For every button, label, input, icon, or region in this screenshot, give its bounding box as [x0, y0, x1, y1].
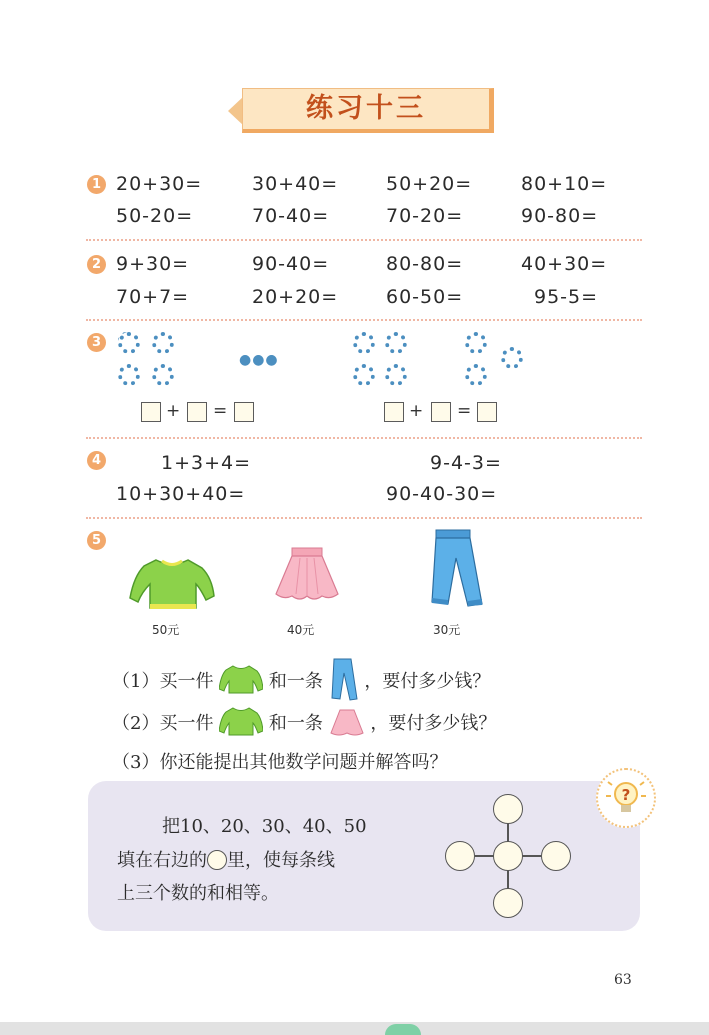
answer-box[interactable]: [477, 402, 497, 422]
question-text: 和一条: [268, 671, 323, 692]
answer-box[interactable]: [431, 402, 451, 422]
exercise-number-2: 2: [87, 255, 106, 274]
bead-ring-icon: [501, 347, 523, 369]
equation: 90-80=: [521, 205, 599, 227]
title-banner: [228, 88, 490, 134]
skirt-icon: [272, 546, 342, 602]
equation: 95-5=: [534, 286, 599, 308]
diagram-circle-left[interactable]: [445, 841, 475, 871]
price-label: 40元: [287, 623, 315, 637]
equation: 40+30=: [521, 253, 608, 275]
question-text: （1）买一件: [112, 671, 214, 692]
question-3: （3）你还能提出其他数学问题并解答吗？: [112, 752, 448, 773]
equation: 80-80=: [386, 253, 464, 275]
pants-icon: [329, 657, 359, 703]
ellipsis-beads: ●●●: [239, 352, 279, 368]
equals-sign: =: [213, 401, 228, 421]
equation: 30+40=: [252, 173, 339, 195]
bead-ring-icon: [152, 364, 174, 386]
price-label: 50元: [152, 623, 180, 637]
page-number: 63: [614, 972, 632, 988]
plus-sign: +: [409, 401, 424, 421]
bottom-toolbar-strip: [0, 1022, 709, 1035]
bead-ring-icon: [353, 332, 375, 354]
lightbulb-icon: [598, 770, 654, 826]
diagram-circle-right[interactable]: [541, 841, 571, 871]
question-text: 和一条: [268, 713, 323, 734]
dotted-divider: [86, 517, 642, 519]
equals-sign: =: [457, 401, 472, 421]
page-title: 练习十三: [242, 88, 494, 133]
plus-sign: +: [166, 401, 181, 421]
diagram-circle-center[interactable]: [493, 841, 523, 871]
sweater-icon: [219, 705, 263, 737]
exercise-number-3: 3: [87, 333, 106, 352]
equation: 50-20=: [116, 205, 194, 227]
lightbulb-question-icon: [596, 768, 656, 828]
equation: 20+20=: [252, 286, 339, 308]
skirt-icon: [329, 707, 365, 737]
equation: 60-50=: [386, 286, 464, 308]
puzzle-text: 把10、20、30、40、50: [162, 816, 367, 837]
question-1: [112, 657, 490, 703]
dotted-divider: [86, 437, 642, 439]
bottom-handle[interactable]: [385, 1024, 421, 1035]
equation: 9+30=: [116, 253, 190, 275]
puzzle-text: [117, 846, 335, 872]
sweater-icon: [219, 663, 263, 695]
bead-ring-icon: [465, 364, 487, 386]
equation: 90-40=: [252, 253, 330, 275]
bead-ring-icon: [353, 364, 375, 386]
equation: 80+10=: [521, 173, 608, 195]
equation: 10+30+40=: [116, 483, 246, 505]
question-text: ，要付多少钱？: [370, 713, 497, 734]
equation: 1+3+4=: [161, 452, 252, 474]
equation: 70-40=: [252, 205, 330, 227]
pants-icon: [424, 528, 488, 610]
answer-box[interactable]: [187, 402, 207, 422]
puzzle-text-part: 里，使每条线: [227, 850, 335, 871]
equation: 70-20=: [386, 205, 464, 227]
exercise-number-5: 5: [87, 531, 106, 550]
dotted-divider: [86, 239, 642, 241]
svg-text:?: ?: [621, 786, 631, 804]
exercise-number-4: 4: [87, 451, 106, 470]
bead-ring-icon: [152, 332, 174, 354]
equation: 90-40-30=: [386, 483, 498, 505]
equation: 9-4-3=: [430, 452, 502, 474]
diagram-circle-bottom[interactable]: [493, 888, 523, 918]
equation: 50+20=: [386, 173, 473, 195]
equation: 20+30=: [116, 173, 203, 195]
price-label: 30元: [433, 623, 461, 637]
question-text: ，要付多少钱？: [364, 671, 491, 692]
circle-blank-icon: [207, 850, 227, 870]
bead-ring-icon: [118, 332, 140, 354]
bead-ring-icon: [385, 332, 407, 354]
puzzle-text-part: 填在右边的: [117, 850, 207, 871]
bead-ring-icon: [118, 364, 140, 386]
bead-ring-icon: [465, 332, 487, 354]
puzzle-text: 上三个数的和相等。: [117, 883, 279, 904]
bead-ring-icon: [385, 364, 407, 386]
sweater-icon: [128, 556, 216, 612]
diagram-circle-top[interactable]: [493, 794, 523, 824]
answer-box[interactable]: [234, 402, 254, 422]
exercise-number-1: 1: [87, 175, 106, 194]
answer-box[interactable]: [384, 402, 404, 422]
answer-box[interactable]: [141, 402, 161, 422]
question-2: [112, 705, 496, 737]
equation: 70+7=: [116, 286, 190, 308]
dotted-divider: [86, 319, 642, 321]
question-text: （2）买一件: [112, 713, 214, 734]
